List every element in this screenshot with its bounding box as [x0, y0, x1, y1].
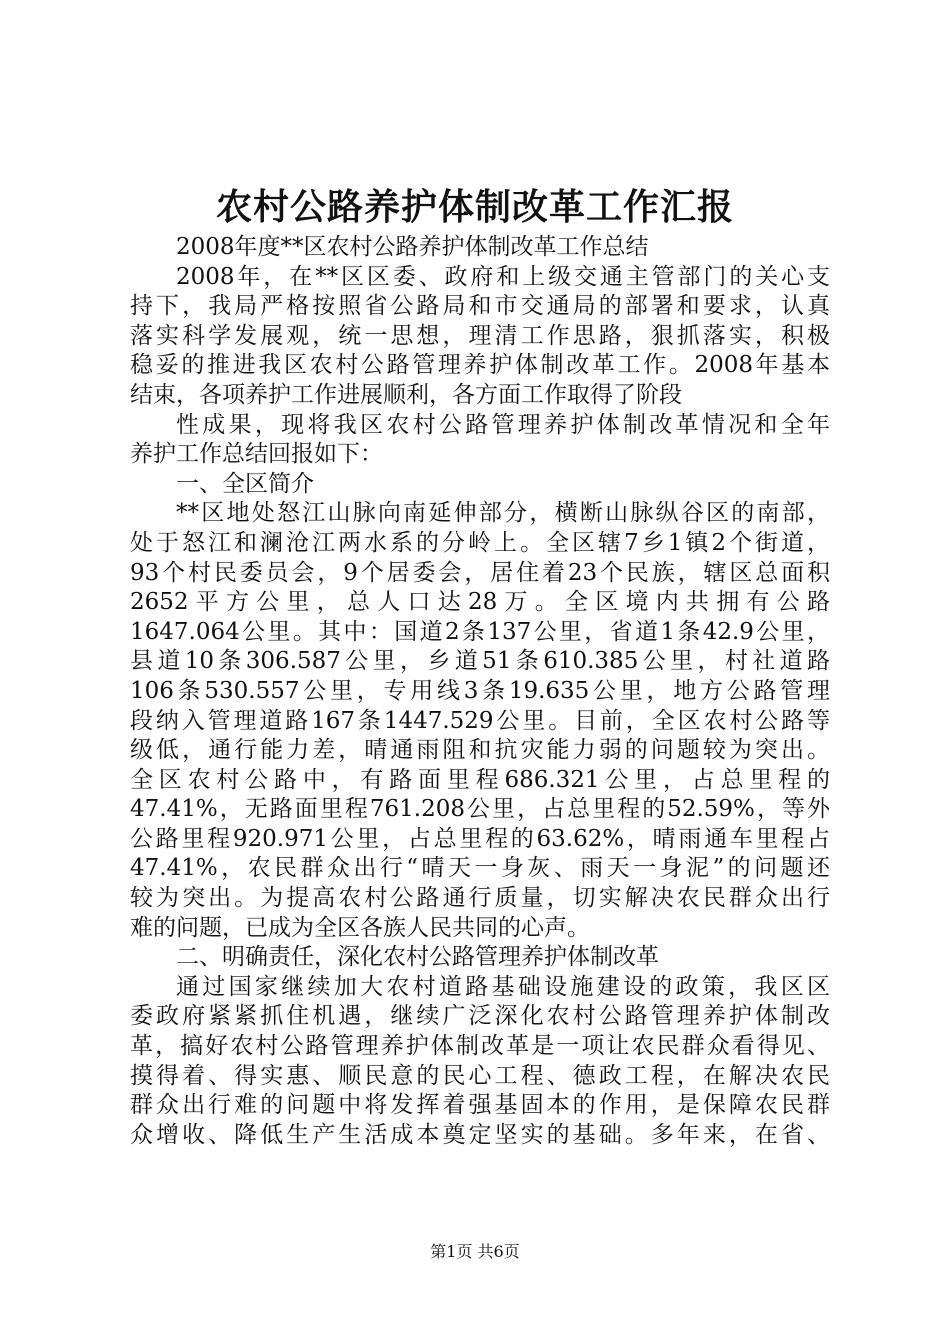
page-footer: 第1页 共6页	[430, 1242, 520, 1261]
body-line: 落实科学发展观，统一思想，理清工作思路，狠抓落实，积极	[130, 322, 830, 349]
body-line: 2008年度**区农村公路养护体制改革工作总结	[176, 234, 649, 260]
body-line: 47.41%，无路面里程761.208公里，占总里程的52.59%，等外	[130, 796, 830, 823]
body-line: 公路里程920.971公里，占总里程的63.62%，晴雨通车里程占	[130, 825, 830, 852]
body-line: 性成果，现将我区农村公路管理养护体制改革情况和全年	[176, 411, 830, 438]
body-line: 通过国家继续加大农村道路基础设施建设的政策，我区区	[176, 973, 830, 1000]
body-line: 1647.064公里。其中：国道2条137公里，省道1条42.9公里，	[130, 618, 830, 645]
body-line: 较为突出。为提高农村公路通行质量，切实解决农民群众出行	[130, 885, 830, 912]
body-line: 养护工作总结回报如下：	[130, 441, 383, 468]
body-line: 段纳入管理道路167条1447.529公里。目前，全区农村公路等	[130, 707, 830, 734]
body-line: 难的问题，已成为全区各族人民共同的心声。	[130, 914, 590, 941]
body-line: 级低，通行能力差，晴通雨阻和抗灾能力弱的问题较为突出。	[130, 737, 830, 764]
body-line: 众增收、降低生产生活成本奠定坚实的基础。多年来，在省、	[130, 1121, 830, 1148]
body-line: 2008年，在**区区委、政府和上级交通主管部门的关心支	[176, 263, 830, 290]
body-line: 2652平方公里，总人口达28万。全区境内共拥有公路	[130, 589, 830, 616]
body-line: 稳妥的推进我区农村公路管理养护体制改革工作。2008年基本	[130, 352, 830, 379]
body-line: 一、全区简介	[176, 470, 314, 497]
body-line: 47.41%，农民群众出行“晴天一身灰、雨天一身泥”的问题还	[130, 855, 830, 882]
body-line: 持下，我局严格按照省公路局和市交通局的部署和要求，认真	[130, 293, 830, 320]
body-line: 全区农村公路中，有路面里程686.321公里，占总里程的	[130, 766, 830, 793]
body-line: 结束，各项养护工作进展顺利，各方面工作取得了阶段	[130, 381, 682, 408]
body-line: 委政府紧紧抓住机遇，继续广泛深化农村公路管理养护体制改	[130, 1003, 830, 1030]
document-title: 农村公路养护体制改革工作汇报	[215, 186, 734, 228]
body-line: **区地处怒江山脉向南延伸部分，横断山脉纵谷区的南部，	[176, 500, 830, 527]
body-line: 处于怒江和澜沧江两水系的分岭上。全区辖7乡1镇2个街道，	[130, 529, 830, 556]
body-line: 93个村民委员会，9个居委会，居住着23个民族，辖区总面积	[130, 559, 830, 586]
document-body	[130, 233, 830, 1150]
body-line: 革，搞好农村公路管理养护体制改革是一项让农民群众看得见、	[130, 1033, 830, 1060]
body-line: 群众出行难的问题中将发挥着强基固本的作用，是保障农民群	[130, 1092, 830, 1119]
body-line: 摸得着、得实惠、顺民意的民心工程、德政工程，在解决农民	[130, 1062, 830, 1089]
body-line: 二、明确责任，深化农村公路管理养护体制改革	[176, 944, 659, 971]
body-line: 县道10条306.587公里，乡道51条610.385公里，村社道路	[130, 648, 830, 675]
body-line: 106条530.557公里，专用线3条19.635公里，地方公路管理	[130, 677, 830, 704]
